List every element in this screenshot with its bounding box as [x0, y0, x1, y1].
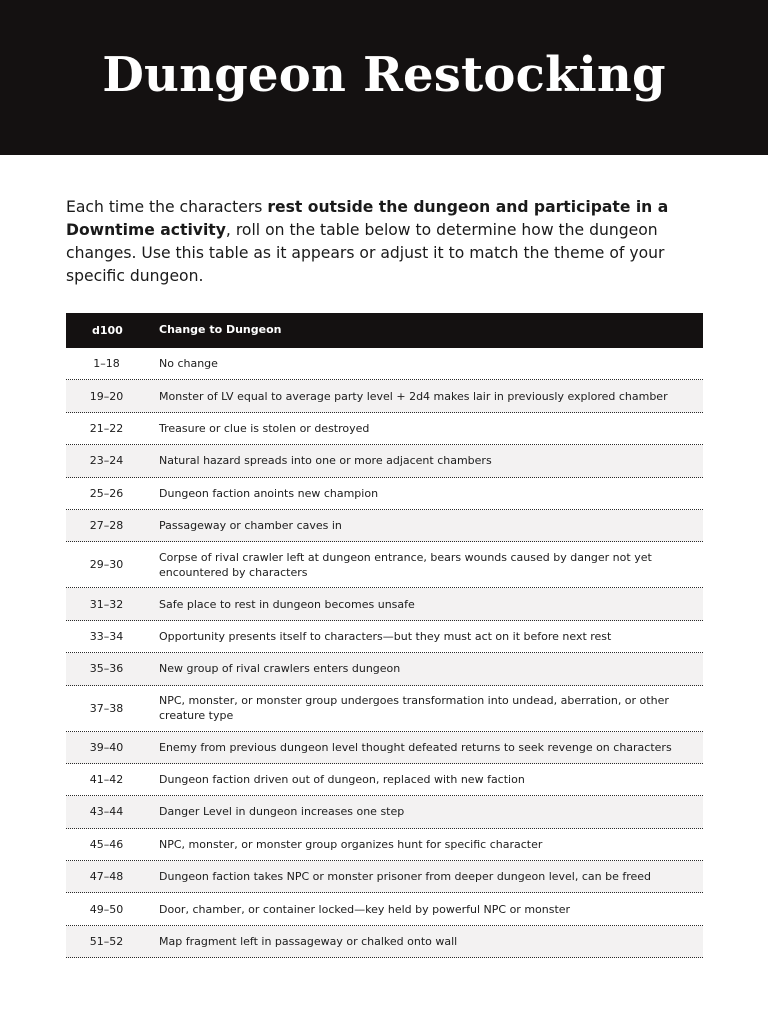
table-row — [66, 829, 703, 861]
table-row — [66, 796, 703, 828]
table-row — [66, 478, 703, 510]
header-change: Change to Dungeon — [159, 322, 282, 336]
roll-cell: 19–20 — [89, 389, 124, 403]
change-cell: Treasure or clue is stolen or destroyed — [159, 421, 370, 435]
table-row — [66, 510, 703, 542]
change-cell: Passageway or chamber caves in — [159, 519, 342, 533]
table-row — [66, 380, 703, 412]
roll-cell: 31–32 — [89, 597, 124, 611]
roll-cell: 49–50 — [89, 902, 124, 916]
change-cell: Corpse of rival crawler left at dungeon entrance, bears wounds caused by danger not yet encountered by characters — [159, 550, 652, 579]
table-row — [66, 588, 703, 620]
roll-cell: 21–22 — [89, 421, 124, 435]
table-row — [66, 686, 703, 732]
roll-cell: 41–42 — [89, 773, 124, 787]
roll-cell: 27–28 — [89, 519, 124, 533]
table-row — [66, 445, 703, 477]
table-row — [66, 893, 703, 925]
roll-cell: 35–36 — [89, 662, 124, 676]
roll-cell: 37–38 — [89, 701, 124, 715]
roll-cell: 25–26 — [89, 486, 124, 500]
change-cell: Danger Level in dungeon increases one step — [159, 805, 405, 819]
roll-cell: 47–48 — [89, 870, 124, 884]
intro-text-2: , roll on the table below to determine how the dungeon changes. Use this table as it appears or adjust it to match the theme of your specific dungeon. — [66, 221, 665, 285]
roll-cell: 43–44 — [89, 805, 124, 819]
page-title: Dungeon Restocking — [102, 47, 666, 103]
roll-cell: 45–46 — [89, 837, 124, 851]
roll-cell: 51–52 — [89, 935, 124, 949]
header-roll: d100 — [92, 324, 123, 337]
table-row — [66, 413, 703, 445]
change-cell: Dungeon faction anoints new champion — [159, 486, 379, 500]
table-row — [66, 764, 703, 796]
intro-text-1: Each time the characters — [66, 198, 268, 216]
change-cell: Safe place to rest in dungeon becomes unsafe — [159, 597, 415, 611]
roll-cell: 33–34 — [89, 629, 124, 643]
table-row — [66, 348, 703, 380]
table-row — [66, 653, 703, 685]
change-cell: Map fragment left in passageway or chalked onto wall — [159, 935, 458, 949]
table-row — [66, 542, 703, 588]
table-header — [66, 313, 703, 348]
table-row — [66, 621, 703, 653]
change-cell: Door, chamber, or container locked—key held by powerful NPC or monster — [159, 902, 571, 916]
table-row — [66, 926, 703, 958]
table-row — [66, 732, 703, 764]
table-row — [66, 861, 703, 893]
change-cell: No change — [159, 357, 218, 371]
change-cell: NPC, monster, or monster group undergoes transformation into undead, aberration, or other creature type — [159, 694, 669, 723]
intro-paragraph — [66, 196, 706, 288]
change-cell: New group of rival crawlers enters dungeon — [159, 662, 401, 676]
roll-cell: 29–30 — [89, 558, 124, 572]
change-cell: Enemy from previous dungeon level thought defeated returns to seek revenge on characters — [159, 740, 672, 754]
change-cell: NPC, monster, or monster group organizes hunt for specific character — [159, 837, 543, 851]
roll-cell: 1–18 — [93, 357, 120, 371]
roll-cell: 23–24 — [89, 454, 124, 468]
change-cell: Dungeon faction takes NPC or monster prisoner from deeper dungeon level, can be freed — [159, 870, 652, 884]
change-cell: Dungeon faction driven out of dungeon, replaced with new faction — [159, 773, 525, 787]
restocking-table — [66, 313, 703, 958]
change-cell: Monster of LV equal to average party level + 2d4 makes lair in previously explored chamber — [159, 389, 668, 403]
intro-bold-text: rest outside the dungeon and participate in a Downtime activity — [66, 198, 669, 239]
roll-cell: 39–40 — [89, 740, 124, 754]
title-banner — [0, 0, 768, 155]
change-cell: Natural hazard spreads into one or more adjacent chambers — [159, 454, 492, 468]
change-cell: Opportunity presents itself to characters—but they must act on it before next rest — [159, 629, 612, 643]
